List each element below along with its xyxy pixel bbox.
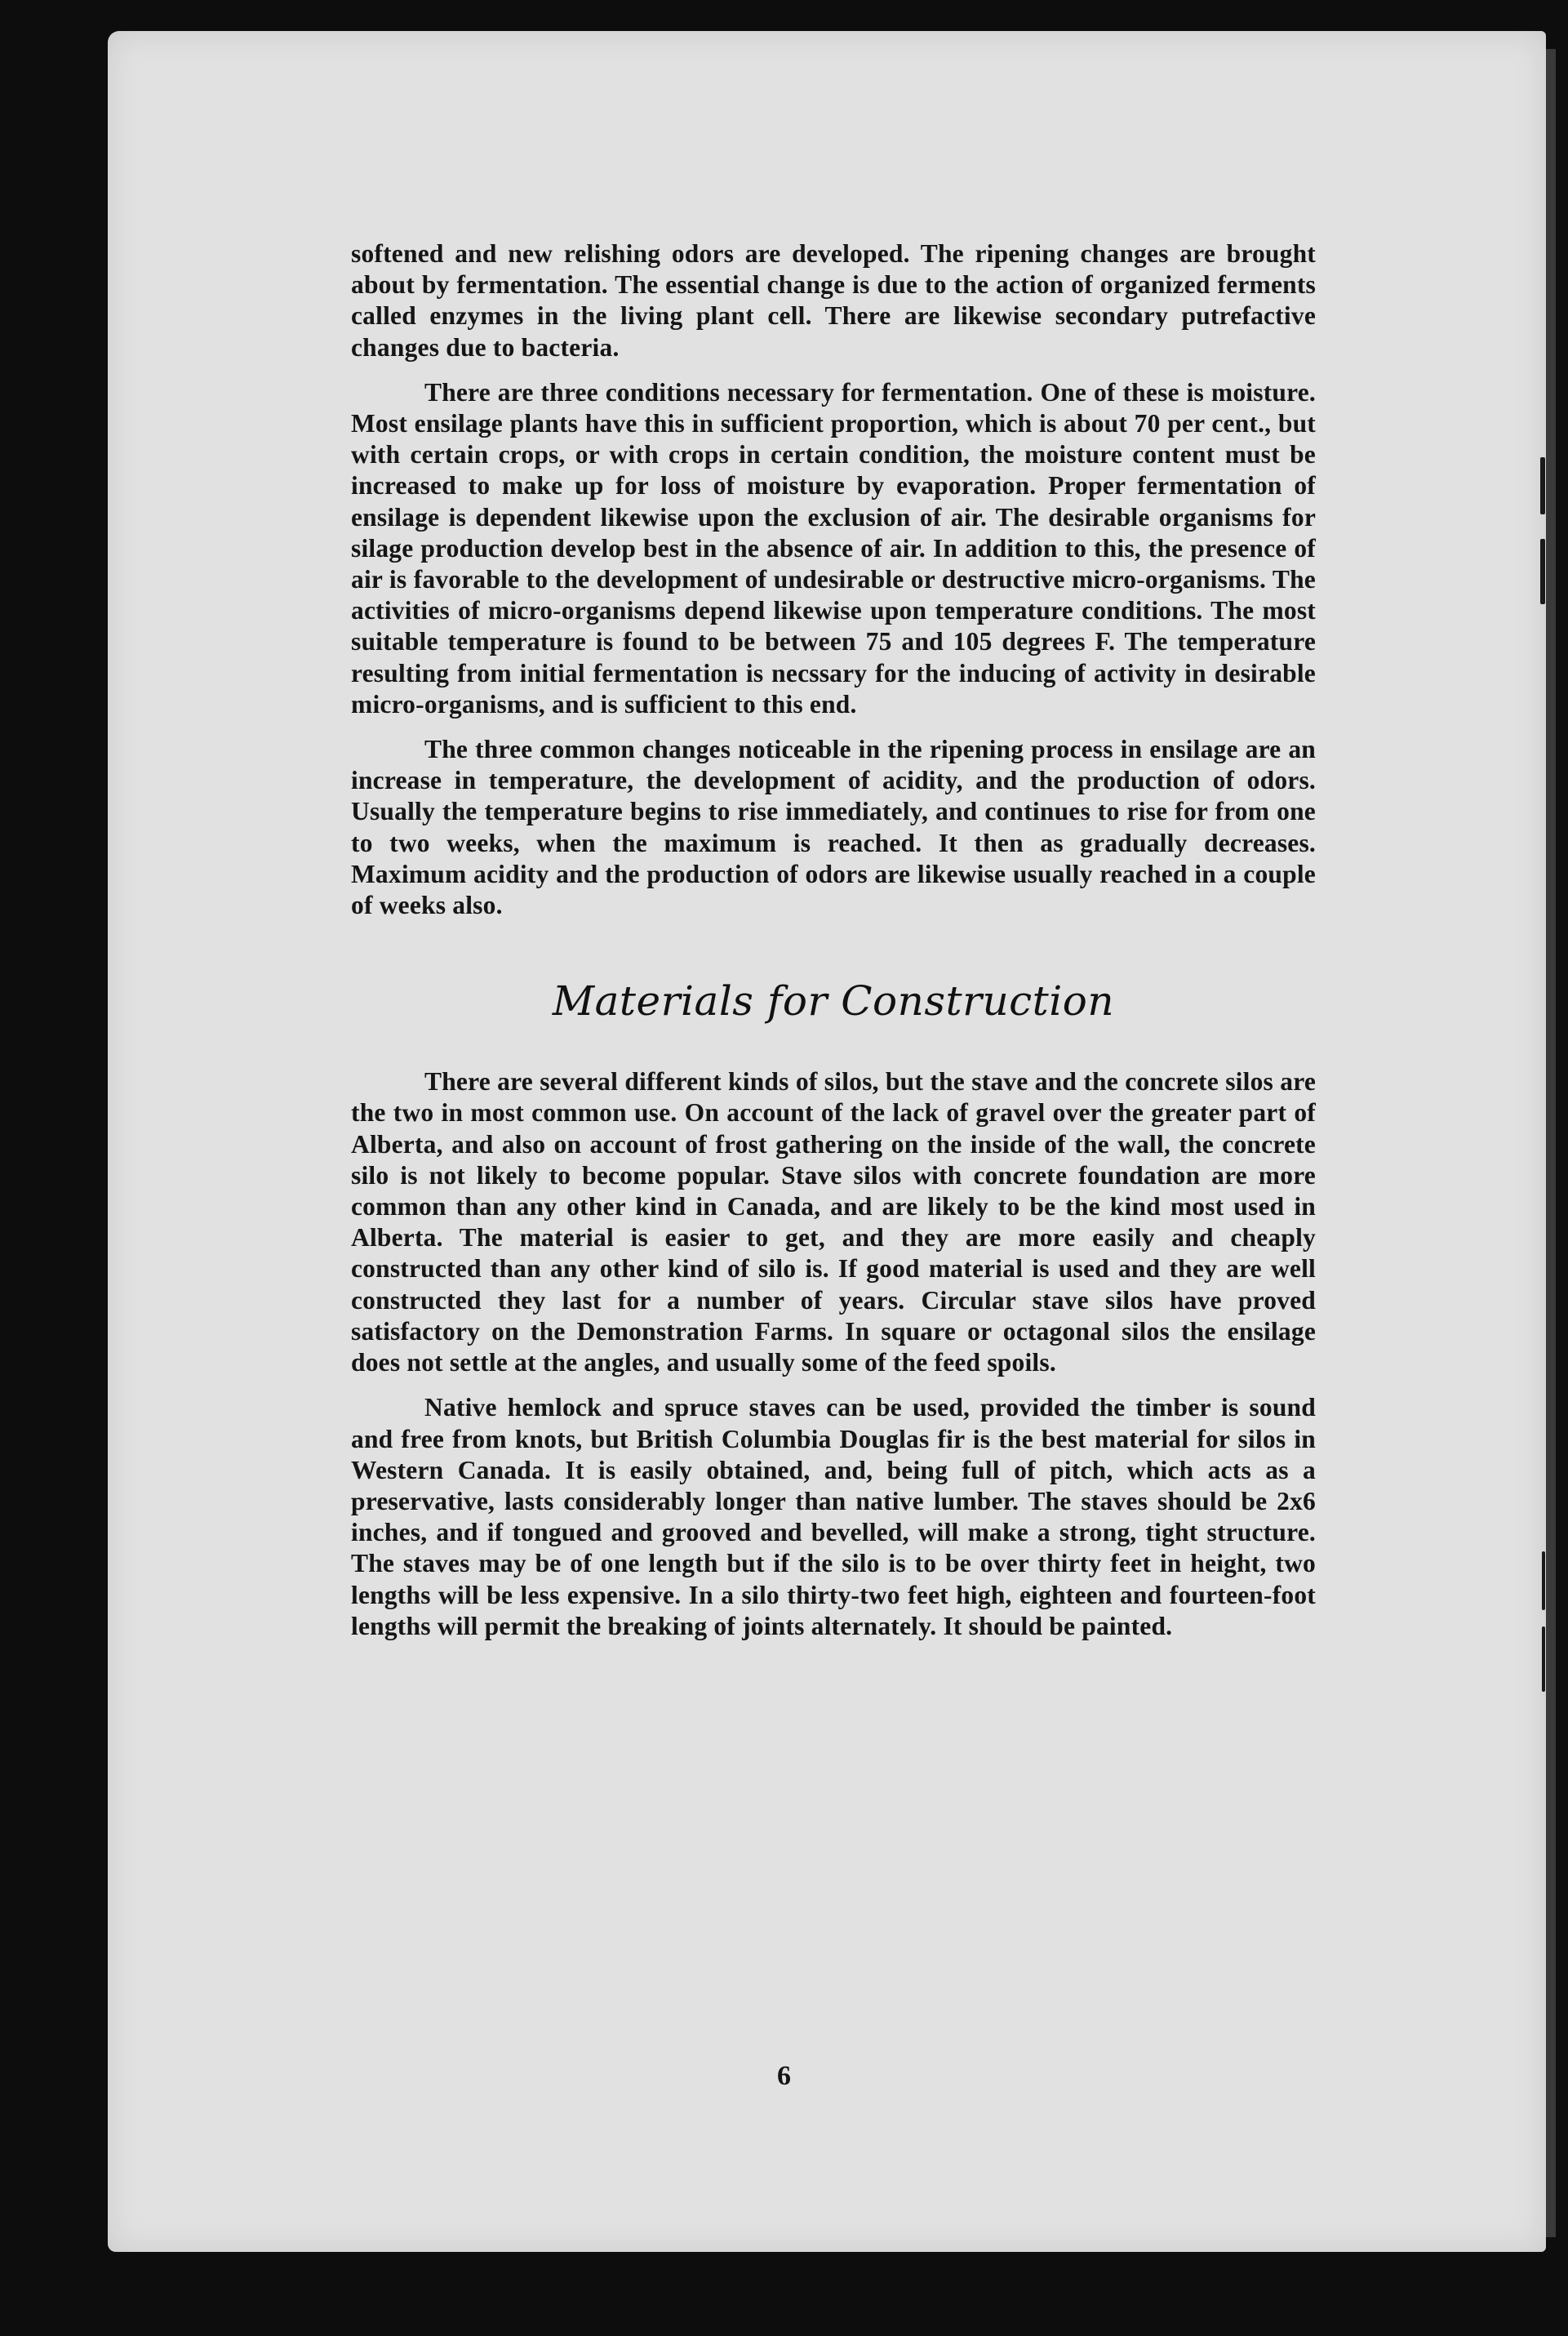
section-heading: Materials for Construction — [552, 977, 1115, 1026]
paragraph: There are several different kinds of silos, but the stave and the concrete silos are the two in most common use. On account of the lack of gravel over the greater part of Alberta, and also on account of frost gathering on the inside of the wall, the concrete silo is not likely to become popular. Stave silos with concrete foundation are more common than any other kind in Canada, and are likely to be the kind most used in Alberta. The material is easier to get, and they are more easily and cheaply constructed than any other kind of silo is. If good material is used and they are well constructed they last for a number of years. Circular stave silos have proved satisfactory on the Demonstration Farms. In square or octagonal silos the ensilage does not settle at the angles, and usually some of the feed spoils. — [351, 1067, 1316, 1377]
scan-mark — [1540, 539, 1545, 604]
paragraph: Native hemlock and spruce staves can be used, provided the timber is sound and free from knots, but British Columbia Douglas fir is the best material for silos in Western Canada. It is easily obtained, and, being full of pitch, which acts as a preservative, lasts considerably longer than native lumber. The staves should be 2x6 inches, and if tongued and grooved and bevelled, will make a strong, tight structure. The staves may be of one length but if the silo is to be over thirty feet in height, two lengths will be less expensive. In a silo thirty-two feet high, eighteen and fourteen-foot lengths will permit the breaking of joints alternately. It should be painted. — [351, 1393, 1316, 1640]
page-number: 6 — [777, 2061, 791, 2091]
paragraph: The three common changes noticeable in the ripening process in ensilage are an increase in temperature, the development of acidity, and the production of odors. Usually the temperature begins to rise immediately, and continues to rise for from one to two weeks, when the maximum is reached. It then as gradually decreases. Maximum acidity and the production of odors are likewise usually reached in a couple of weeks also. — [351, 735, 1316, 920]
scan-mark — [1542, 1551, 1545, 1610]
page-edge-shadow — [1546, 49, 1556, 2237]
scan-mark — [1540, 457, 1545, 514]
scan-mark — [1542, 1626, 1545, 1692]
body-text — [351, 238, 1316, 1642]
paragraph: There are three conditions necessary for fermentation. One of these is moisture. Most ensilage plants have this in sufficient proportion, which is about 70 per cent., but with certain crops, or with crops in certain condition, the moisture content must be increased to make up for loss of moisture by evaporation. Proper fermentation of ensilage is dependent likewise upon the exclusion of air. The desirable organisms for silage production develop best in the absence of air. In addition to this, the presence of air is favorable to the development of undesirable or destructive micro-organisms. The activities of micro-organisms depend likewise upon temperature conditions. The most suitable temperature is found to be between 75 and 105 degrees F. The temperature resulting from initial fermentation is necssary for the inducing of activity in desirable micro-organisms, and is sufficient to this end. — [351, 377, 1316, 719]
paragraph: softened and new relishing odors are developed. The ripening changes are brought about by fermentation. The essential change is due to the action of organized ferments called enzymes in the living plant cell. There are likewise secondary putrefactive changes due to bacteria. — [351, 239, 1316, 362]
